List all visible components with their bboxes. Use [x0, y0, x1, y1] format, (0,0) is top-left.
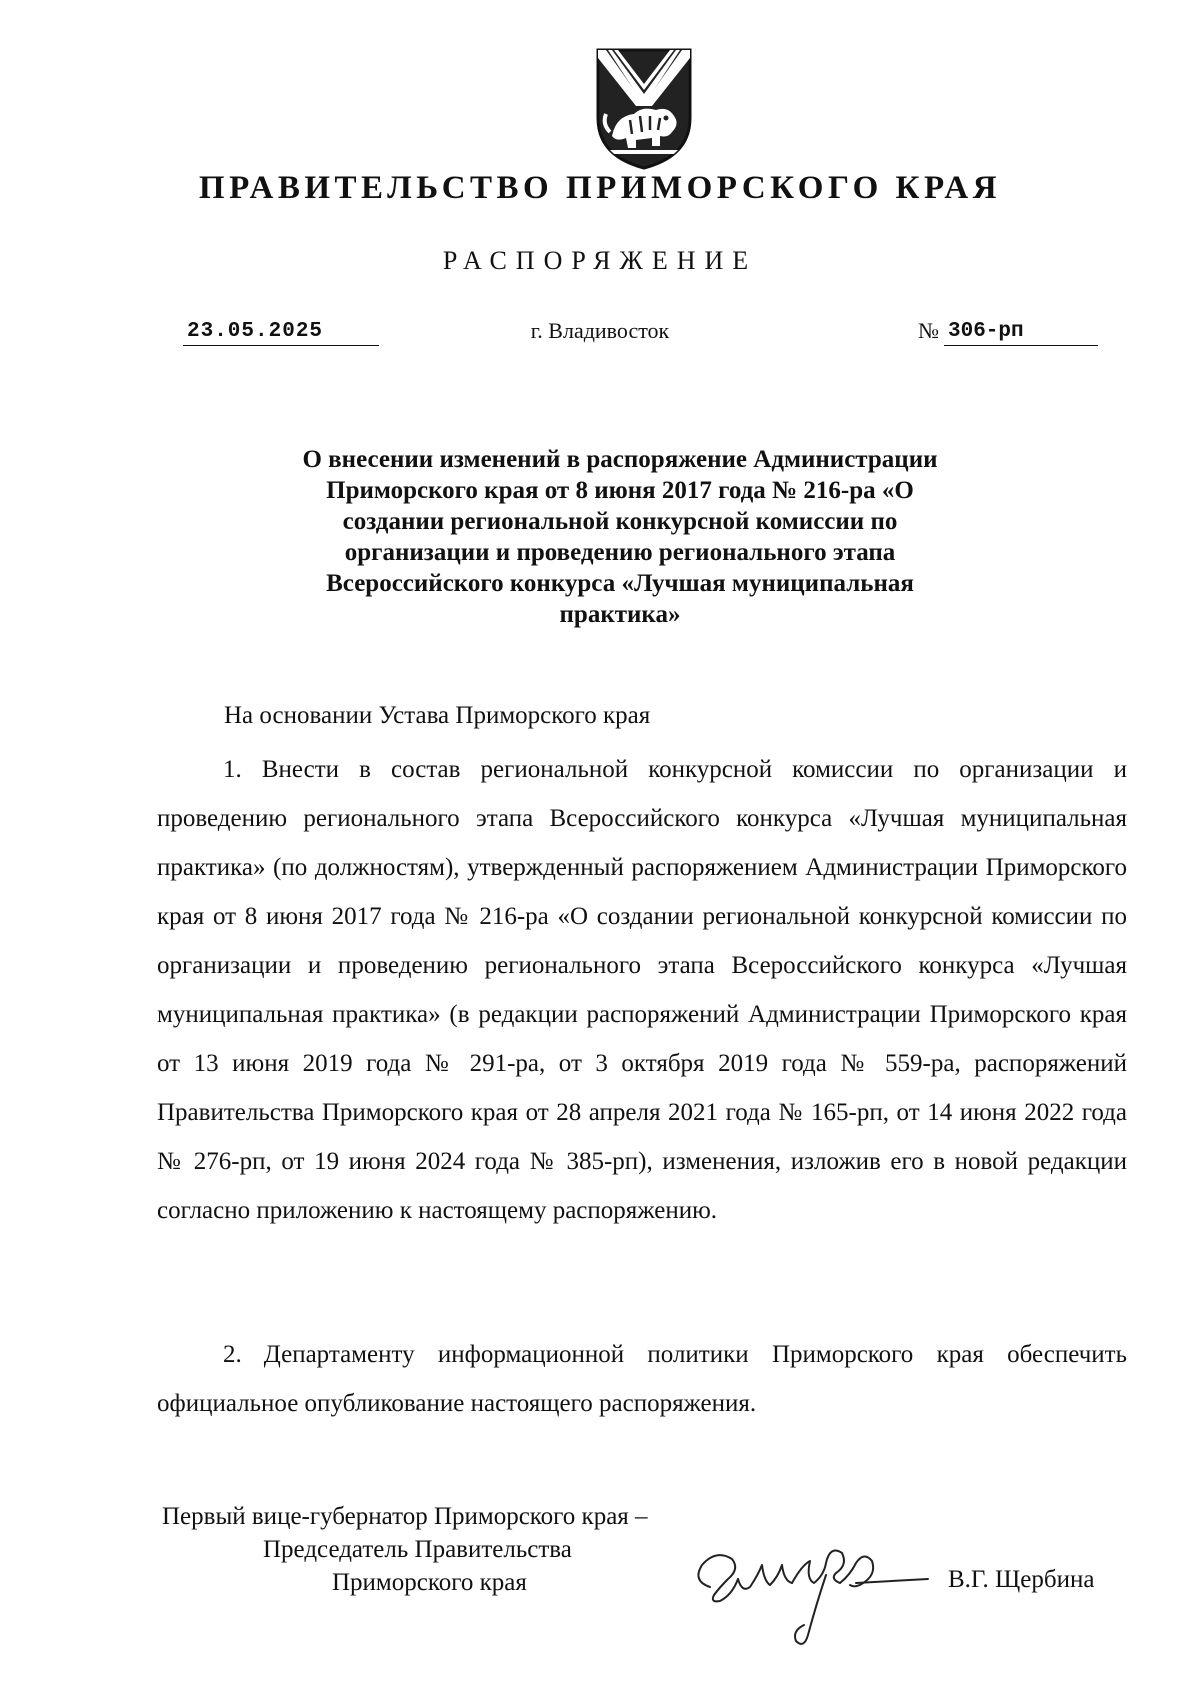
paragraph-2 — [157, 1330, 1127, 1428]
paragraph-2-number: 2. — [223, 1341, 242, 1368]
paragraph-2-text: Департаменту информационной политики Приморского края обеспечить официальное опубликование настоящего распоряжения. — [157, 1341, 1127, 1417]
document-subject: О внесении изменений в распоряжение Администрации Приморского края от 8 июня 2017 года № 216-ра «О создании региональной конкурсной комиссии по организации и проведению регионального этапа Всероссийского конкурса «Лучшая муниципальная практика» — [302, 446, 938, 628]
document-city: г. Владивосток — [530, 318, 670, 343]
coat-of-arms-emblem — [590, 44, 698, 172]
handwritten-signature — [680, 1535, 935, 1665]
signatory-role-line-1: Первый вице-губернатор Приморского края – — [162, 1503, 648, 1530]
document-date: 23.05.2025 — [183, 320, 379, 346]
legal-basis: На основании Устава Приморского края — [224, 702, 651, 729]
organization-title: ПРАВИТЕЛЬСТВО ПРИМОРСКОГО КРАЯ — [198, 170, 1002, 206]
document-type: РАСПОРЯЖЕНИЕ — [442, 246, 758, 275]
number-sign: № — [918, 318, 939, 343]
signatory-name: В.Г. Щербина — [948, 1566, 1095, 1593]
document-number: 306-рп — [944, 320, 1098, 346]
signatory-role-line-3: Приморского края — [332, 1569, 527, 1596]
signatory-role — [162, 1500, 722, 1599]
signatory-role-line-2: Председатель Правительства — [263, 1536, 572, 1563]
paragraph-1: 1. Внести в состав региональной конкурсной комиссии по организации и проведению регионального этапа Всероссийского конкурса «Лучшая муниципальная практика» (по должностям), утвержденный распоряжением Администрации Приморского края от 8 июня 2017 года № 216-ра «О создании региональной конкурсной комиссии по организации и проведению регионального этапа Всероссийского конкурса «Лучшая муниципальная практика» (в редакции распоряжений Администрации Приморского края от 13 июня 2019 года № 291-ра, от 3 октября 2019 года № 559-ра, распоряжений Правительства Приморского края от 28 апреля 2021 года № 165-рп, от 14 июня 2022 года № 276-рп, от 19 июня 2024 года № 385-рп), изменения, изложив его в новой редакции согласно приложению к настоящему распоряжению. — [157, 756, 1127, 1224]
